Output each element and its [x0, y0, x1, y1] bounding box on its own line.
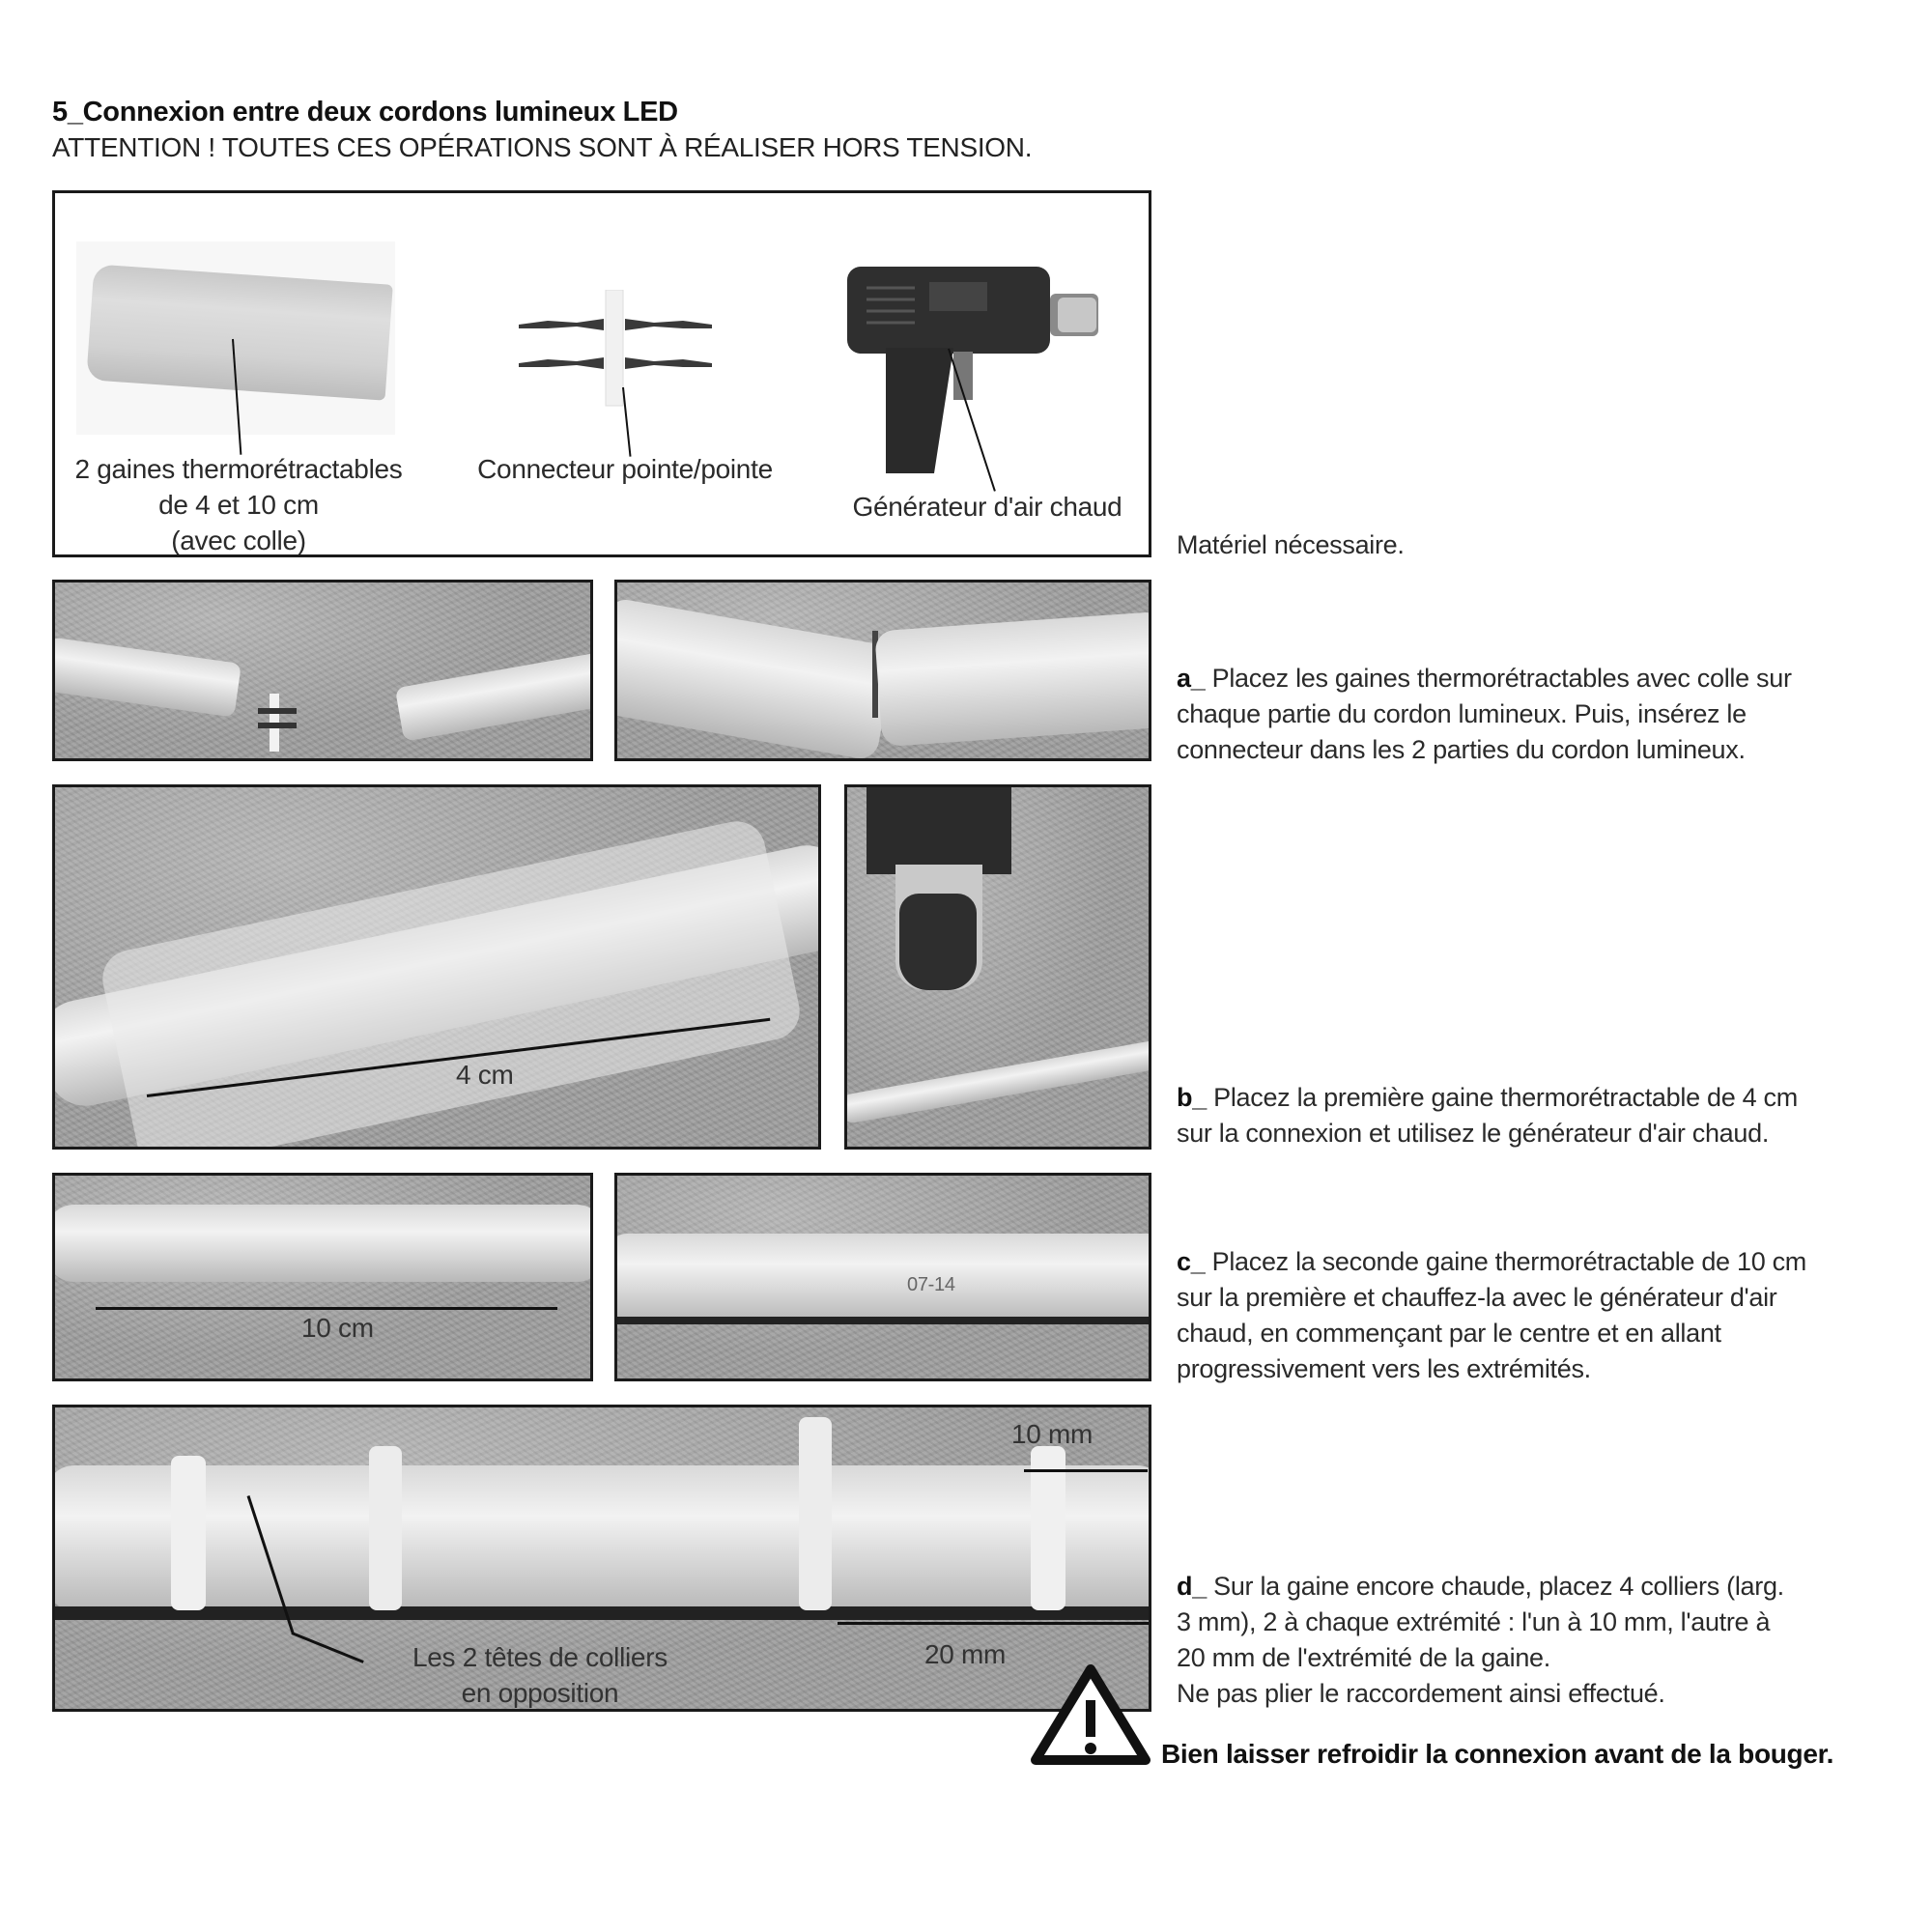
caption-heat-shrink: 2 gaines thermorétractables de 4 et 10 cm (avec colle) — [74, 454, 403, 555]
cable-tie — [171, 1456, 206, 1610]
cable-marking: 07-14 — [907, 1274, 955, 1295]
safety-warning: ATTENTION ! TOUTES CES OPÉRATIONS SONT À RÉALISER HORS TENSION. — [52, 132, 1033, 162]
dimension-label-4cm: 4 cm — [456, 1060, 514, 1090]
dimension-line-10mm — [1024, 1469, 1148, 1472]
cable-tie — [369, 1446, 402, 1610]
step-b-letter: b_ — [1177, 1083, 1207, 1112]
caption-heat-gun: Générateur d'air chaud — [852, 492, 1122, 522]
dimension-line-20mm — [838, 1622, 1151, 1625]
step-c-photo-2 — [614, 1173, 1151, 1381]
step-b-photo-1 — [52, 784, 821, 1150]
step-a-text: a_ Placez les gaines thermorétractables avec colle sur chaque partie du cordon lumineux. Puis, insérez le connecteur dans les 2 parties du cordon lumineux. — [1177, 664, 1792, 764]
collar-heads-label: Les 2 têtes de colliers en opposition — [412, 1642, 668, 1708]
step-c-text: c_ Placez la seconde gaine thermorétractable de 10 cm sur la première et chauffez-la avec le générateur d'air chaud, en commençant par le centre et en allant progressivement vers les extrémités. — [1177, 1247, 1807, 1383]
page-title: 5_Connexion entre deux cordons lumineux LED — [52, 97, 678, 128]
dimension-line-10cm — [96, 1307, 557, 1310]
step-d-letter: d_ — [1177, 1572, 1207, 1601]
step-b-photo-2 — [844, 784, 1151, 1150]
step-d-photo — [52, 1405, 1151, 1712]
warning-triangle-icon — [1030, 1663, 1151, 1768]
materials-panel — [52, 190, 1151, 557]
dimension-label-10mm: 10 mm — [1011, 1419, 1094, 1449]
dimension-label-10cm: 10 cm — [301, 1313, 374, 1343]
step-d-text: d_ Sur la gaine encore chaude, placez 4 colliers (larg. 3 mm), 2 à chaque extrémité : l'un à 10 mm, l'autre à 20 mm de l'extrémité de la gaine. Ne pas plier le raccordement ainsi effectué. — [1177, 1572, 1784, 1708]
heat-gun-image — [838, 261, 1127, 473]
step-c-photo-1 — [52, 1173, 593, 1381]
step-a-photo-1 — [52, 580, 593, 761]
materials-caption: Matériel nécessaire. — [1177, 530, 1405, 559]
step-b-text: b_ Placez la première gaine thermorétractable de 4 cm sur la connexion et utilisez le générateur d'air chaud. — [1177, 1083, 1798, 1148]
step-c-letter: c_ — [1177, 1247, 1206, 1276]
dimension-label-20mm: 20 mm — [924, 1639, 1007, 1669]
collar-heads-pointer — [291, 1632, 363, 1663]
caption-connector: Connecteur pointe/pointe — [477, 454, 773, 484]
cool-down-warning: Bien laisser refroidir la connexion avant de la bouger. — [1161, 1739, 1834, 1769]
step-a-letter: a_ — [1177, 664, 1206, 693]
step-a-photo-2 — [614, 580, 1151, 761]
cable-tie — [799, 1417, 832, 1610]
